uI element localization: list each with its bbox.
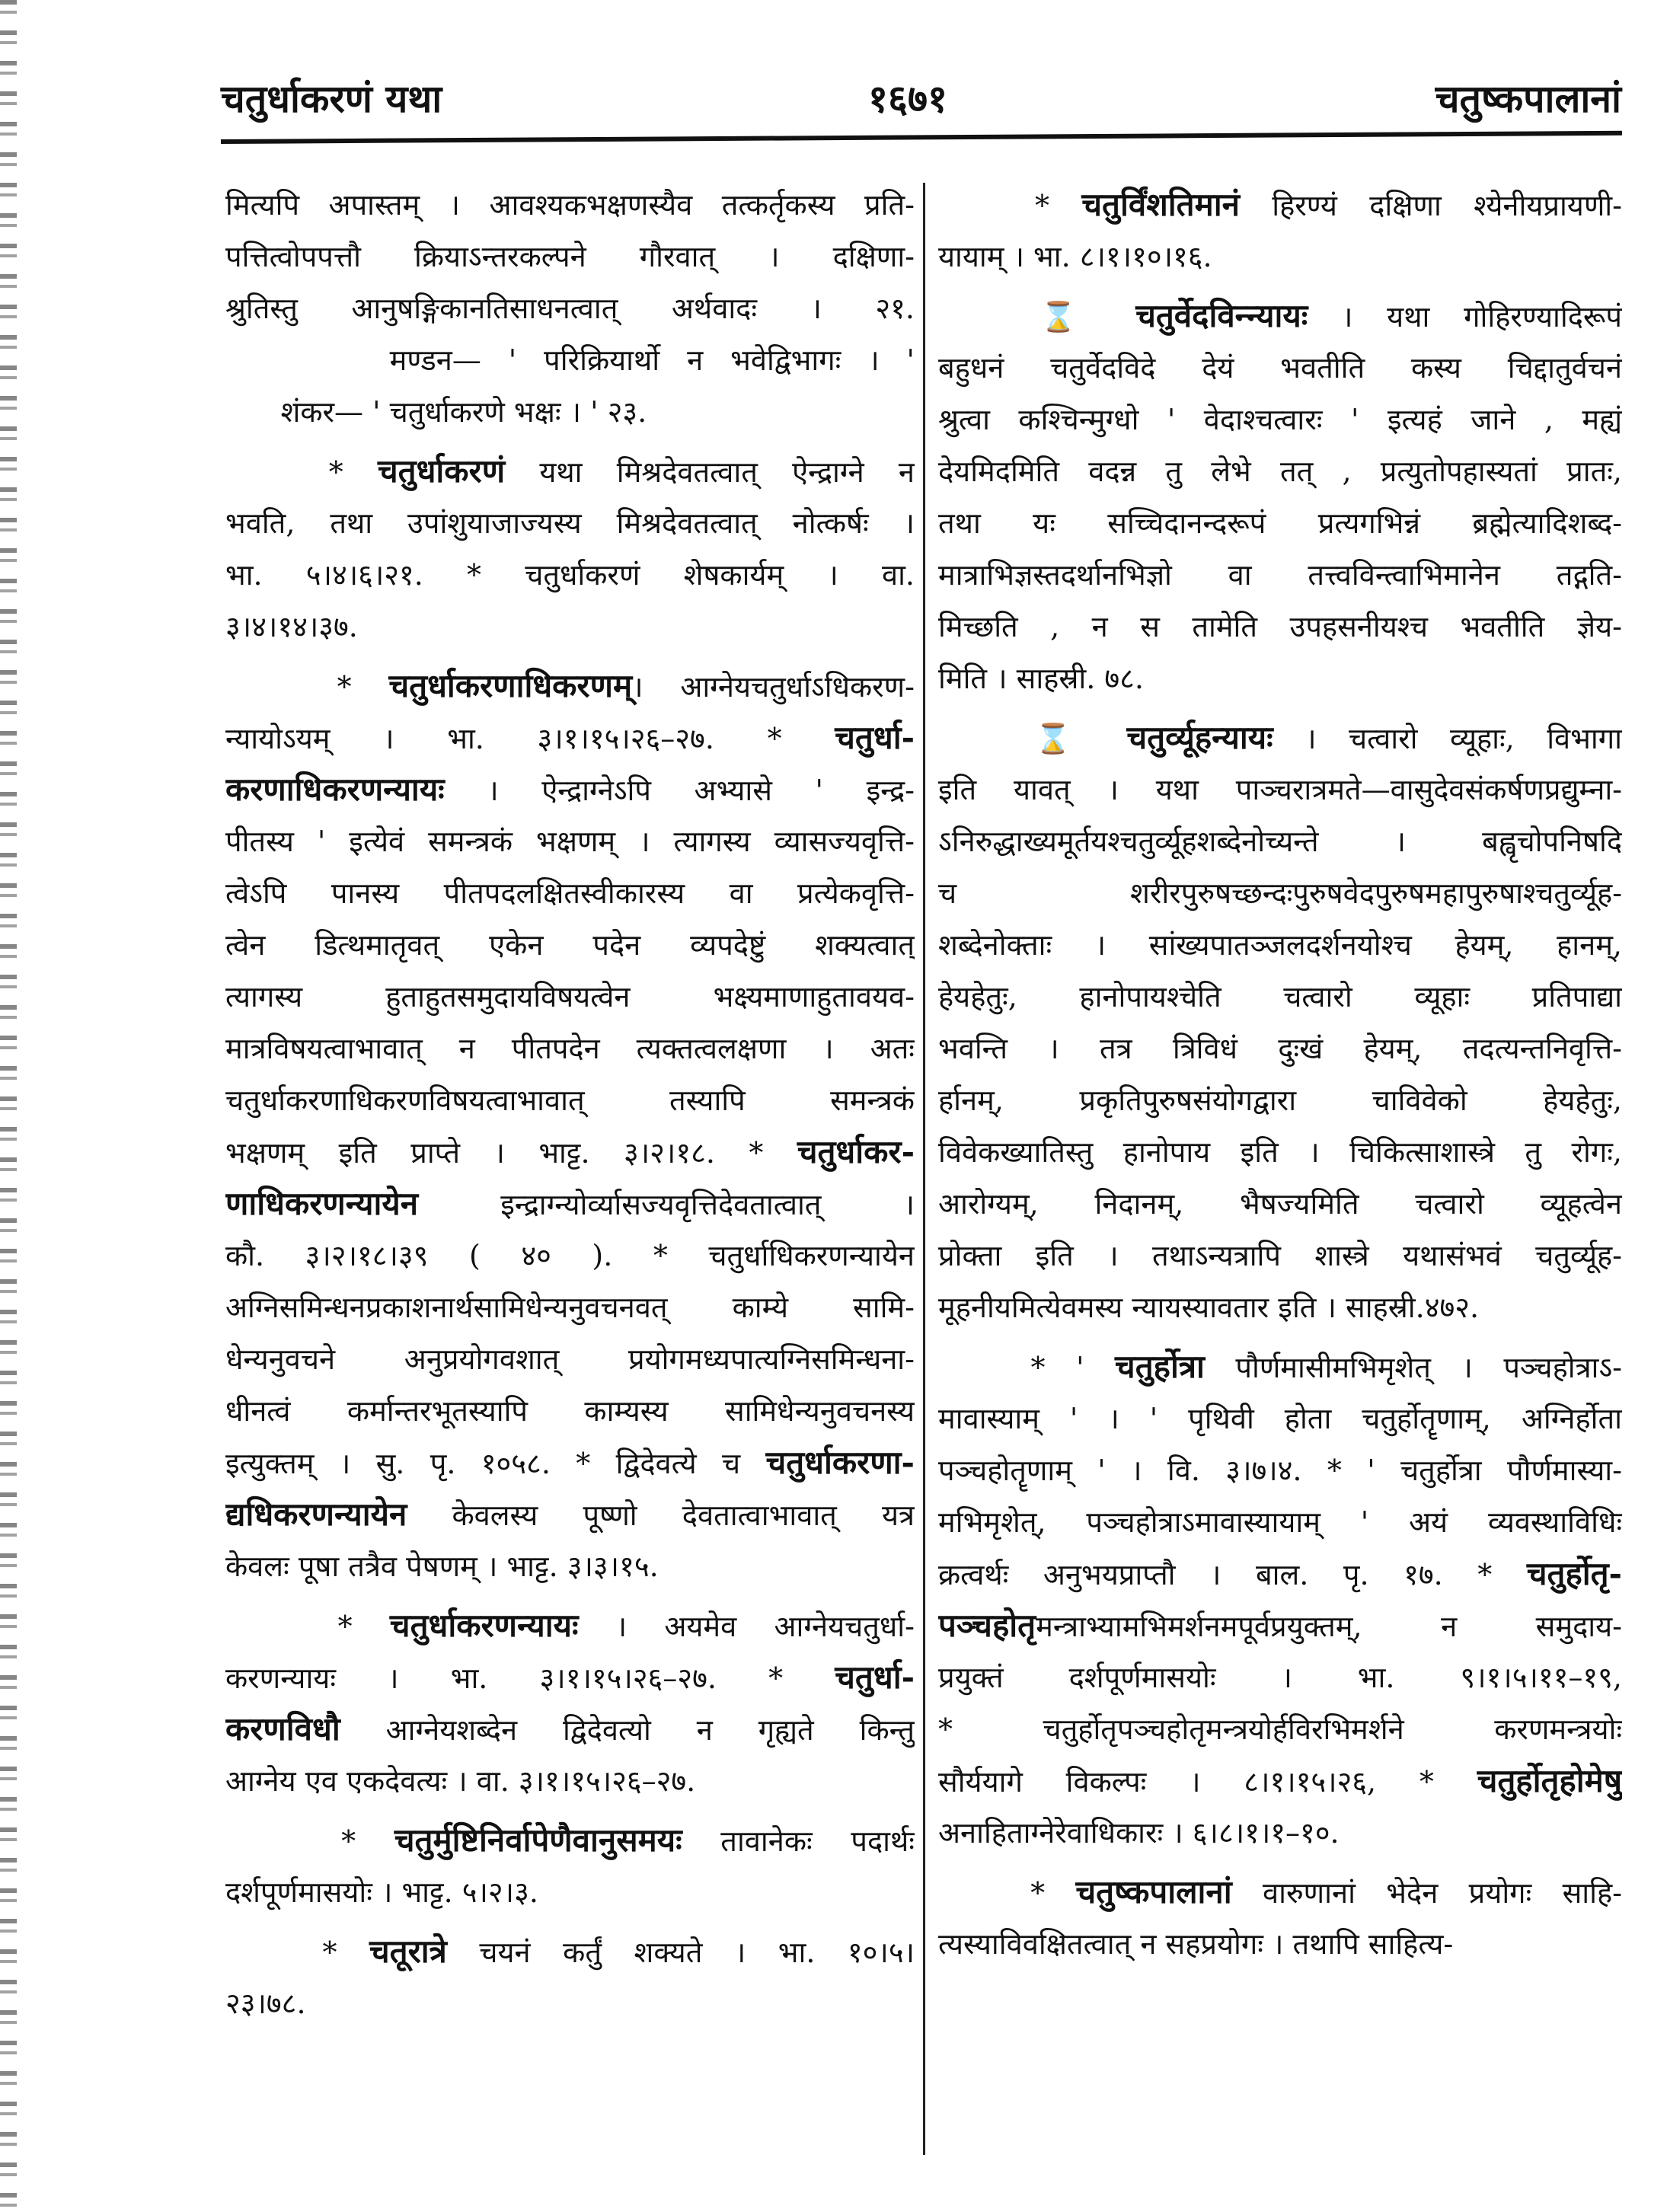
text-segment: । आग्नेयचतुर्धाऽधिकरण- bbox=[632, 670, 915, 704]
text-line bbox=[225, 1282, 915, 1333]
text-segment: मण्डन— ' परिक्रियार्थो न भवेद्विभागः । ' bbox=[225, 343, 915, 377]
text-segment: र्हानम्, प्रकृतिपुरुषसंयोगद्वारा चाविवेको हेयहेतुः, bbox=[938, 1084, 1622, 1117]
headword: चतुर्वेदविन्न्यायः bbox=[1135, 297, 1308, 334]
text-segment: अग्निसमिन्धनप्रकाशनार्थसामिधेन्यनुवचनवत् काम्ये सामि- bbox=[225, 1291, 915, 1324]
text-line bbox=[938, 764, 1622, 816]
text-segment: करणन्यायः । भा. ३।१।१५।२६–२७. * bbox=[225, 1661, 835, 1695]
text-line bbox=[225, 660, 915, 712]
text-line bbox=[225, 1023, 915, 1074]
text-segment: दर्शपूर्णमासयोः । भाट्ट. ५।२।३. bbox=[225, 1875, 538, 1909]
headword: द्यधिकरणन्यायेन bbox=[225, 1495, 407, 1533]
text-line bbox=[938, 1230, 1622, 1282]
text-line bbox=[225, 1074, 915, 1126]
text-segment: आरोग्यम्, निदानम्, भैषज्यमिति चत्वारो व्यूहत्वेन bbox=[938, 1187, 1622, 1221]
text-segment: * ' bbox=[938, 1351, 1116, 1384]
running-head-right: चतुष्कपालानां bbox=[1435, 76, 1621, 121]
text-segment: विवेकख्यातिस्तु हानोपाय इति । चिकित्साशास्त्रे तु रोगः, bbox=[938, 1135, 1622, 1169]
text-line bbox=[225, 1540, 915, 1592]
text-line bbox=[938, 179, 1622, 231]
text-line bbox=[225, 816, 915, 867]
text-line bbox=[938, 1341, 1622, 1393]
text-segment: तथा यः सच्चिदानन्दरूपं प्रत्यगभिन्नं ब्रह्मेत्यादिशब्द- bbox=[938, 506, 1622, 540]
text-line bbox=[938, 1652, 1622, 1703]
text-segment: । ऐन्द्राग्नेऽपि अभ्यासे ' इन्द्र- bbox=[444, 774, 915, 807]
text-segment: हेयहेतुः, हानोपायश्चेति चत्वारो व्यूहाः प्रतिपाद्या bbox=[938, 980, 1622, 1013]
text-segment: सौर्ययागे विकल्पः । ८।१।१५।२६, * bbox=[938, 1765, 1477, 1799]
text-line bbox=[225, 1652, 915, 1703]
text-line bbox=[938, 1178, 1622, 1230]
dictionary-entry bbox=[225, 660, 915, 1592]
dictionary-entry bbox=[225, 1815, 915, 1918]
text-line bbox=[225, 1977, 915, 2029]
text-segment: * bbox=[225, 455, 378, 489]
text-line bbox=[225, 1926, 915, 1977]
text-line bbox=[225, 919, 915, 971]
text-line bbox=[225, 601, 915, 653]
text-segment: पौर्णमासीमभिमृशेत् । पञ्चहोत्राऽ- bbox=[1204, 1351, 1622, 1384]
headword: चतूरात्रे bbox=[369, 1933, 447, 1970]
text-segment: * bbox=[938, 1876, 1076, 1910]
text-segment: ⌛ bbox=[938, 300, 1136, 334]
text-line bbox=[225, 179, 915, 231]
text-segment: * bbox=[225, 1936, 370, 1969]
text-line bbox=[225, 334, 915, 386]
headword: चतुर्होतृहोमेषु bbox=[1477, 1762, 1622, 1799]
text-segment: बहुधनं चतुर्वेदविदे देयं भवतीति कस्य चिद्दातुर्वचनं bbox=[938, 351, 1622, 385]
text-segment: * bbox=[225, 1824, 394, 1858]
text-line bbox=[938, 1496, 1622, 1548]
text-segment: धेन्यनुवचने अनुप्रयोगवशात् प्रयोगमध्यपात्यग्निसमिन्धना- bbox=[225, 1342, 915, 1376]
text-segment: मात्रविषयत्वाभावात् न पीतपदेन त्यक्तत्वलक्षणा । अतः bbox=[225, 1032, 915, 1065]
headword: चतुर्धा- bbox=[835, 1658, 915, 1696]
text-segment: इति यावत् । यथा पाञ्चरात्रमते—वासुदेवसंकर्षणप्रद्युम्ना- bbox=[938, 773, 1622, 806]
text-line bbox=[938, 816, 1622, 867]
text-segment: * bbox=[225, 1610, 390, 1643]
text-line bbox=[938, 653, 1622, 704]
text-segment: च शरीरपुरुषच्छन्दःपुरुषवेदपुरुषमहापुरुषाश्चतुर्व्यूह- bbox=[938, 876, 1622, 910]
left-column bbox=[225, 171, 915, 2029]
text-segment: आग्नेय एव एकदेवत्यः । वा. ३।१।१५।२६–२७. bbox=[225, 1764, 696, 1798]
dictionary-entry bbox=[225, 1600, 915, 1807]
text-segment: शब्देनोक्ताः । सांख्यपातञ्जलदर्शनयोश्च हेयम्, हानम्, bbox=[938, 928, 1622, 962]
text-segment: चयनं कर्तुं शक्यते । भा. १०।५। bbox=[446, 1936, 915, 1969]
text-line bbox=[938, 919, 1622, 971]
text-segment: देयमिदमिति वदन्न तु लेभे तत् , प्रत्युतोपहास्यतां प्रातः, bbox=[938, 455, 1622, 488]
text-line bbox=[225, 712, 915, 764]
text-line bbox=[938, 445, 1622, 497]
page-number: १६७१ bbox=[868, 76, 947, 121]
text-line bbox=[938, 1444, 1622, 1496]
text-line bbox=[938, 1548, 1622, 1600]
text-line bbox=[938, 1074, 1622, 1126]
text-line bbox=[225, 1866, 915, 1918]
text-segment: । चत्वारो व्यूहाः, विभागा bbox=[1273, 722, 1622, 755]
headword: चतुर्मुष्टिनिर्वापेणैवानुसमयः bbox=[394, 1821, 682, 1859]
text-segment: मित्यपि अपास्तम् । आवश्यकभक्षणस्यैव तत्कर्तृकस्य प्रति- bbox=[225, 188, 915, 222]
text-line bbox=[225, 1126, 915, 1178]
text-line bbox=[225, 1489, 915, 1540]
headword: चतुर्धाकरणन्यायः bbox=[389, 1607, 579, 1644]
headword: णाधिकरणन्यायेन bbox=[225, 1185, 419, 1222]
text-segment: श्रुत्वा कश्चिन्मुग्धो ' वेदाश्चत्वारः ' इत्यहं जाने , मह्यं bbox=[938, 403, 1622, 436]
headword: पञ्चहोतृ bbox=[938, 1607, 1036, 1644]
text-segment: शंकर— ' चतुर्धाकरणे भक्षः । ' २३. bbox=[225, 395, 647, 429]
text-segment: मिच्छति , न स तामेति उपहसनीयश्च भवतीति ज्ञेय- bbox=[938, 610, 1622, 643]
text-segment: त्यागस्य हुताहुतसमुदायविषयत्वेन भक्ष्यमाणाहुतावयव- bbox=[225, 980, 915, 1013]
dictionary-entry bbox=[938, 712, 1622, 1333]
text-line bbox=[225, 445, 915, 497]
text-segment: ⌛ bbox=[938, 722, 1127, 755]
headword: चतुर्होतृ- bbox=[1526, 1555, 1622, 1592]
headword: चतुर्व्यूहन्यायः bbox=[1126, 719, 1273, 756]
text-segment: धीनत्वं कर्मान्तरभूतस्यापि काम्यस्य सामिधेन्यनुवचनस्य bbox=[225, 1394, 915, 1428]
text-line bbox=[938, 712, 1622, 764]
text-line bbox=[938, 1703, 1622, 1755]
text-segment: मात्राभिज्ञस्तदर्थानभिज्ञो वा तत्त्वविन्त्वाभिमानेन तद्गति- bbox=[938, 558, 1622, 592]
dictionary-entry bbox=[225, 1926, 915, 2029]
text-segment: आग्नेयशब्देन द्विदेवत्यो न गृह्यते किन्तु bbox=[340, 1713, 915, 1747]
text-line bbox=[938, 497, 1622, 549]
text-line bbox=[938, 394, 1622, 445]
text-line bbox=[225, 764, 915, 816]
text-segment: मावास्याम् ' । ' पृथिवी होता चतुर्होतॄणाम्, अग्निर्होता bbox=[938, 1402, 1622, 1435]
text-line bbox=[225, 1385, 915, 1437]
text-segment: त्यस्याविवक्षितत्वात् न सहप्रयोगः । तथापि साहित्य- bbox=[938, 1927, 1454, 1961]
text-line bbox=[225, 1815, 915, 1866]
text-line bbox=[938, 1282, 1622, 1333]
text-segment: पीतस्य ' इत्येवं समन्त्रकं भक्षणम् । त्यागस्य व्यासज्यवृत्ति- bbox=[225, 825, 915, 858]
headword: चतुर्धाकरणा- bbox=[765, 1444, 915, 1481]
headword: चतुर्धा- bbox=[835, 719, 915, 756]
text-segment: त्वेन डित्थमातृवत् एकेन पदेन व्यपदेष्टुं शक्यत्वात् bbox=[225, 928, 915, 962]
text-line bbox=[225, 1437, 915, 1489]
text-line bbox=[938, 601, 1622, 653]
text-segment: भक्षणम् इति प्राप्ते । भाट्ट. ३।२।१८. * bbox=[225, 1136, 797, 1170]
text-line bbox=[225, 549, 915, 601]
text-line bbox=[225, 386, 915, 438]
text-segment: * चतुर्होतृपञ्चहोतृमन्त्रयोर्हविरभिमर्शने करणमन्त्रयोः bbox=[938, 1712, 1622, 1746]
text-segment: श्रुतिस्तु आनुषङ्गिकानतिसाधनत्वात् अर्थवादः । २१. bbox=[225, 292, 915, 325]
header-rule bbox=[221, 131, 1622, 144]
text-line bbox=[225, 1703, 915, 1755]
text-segment: यायाम् । भा. ८।१।१०।१६. bbox=[938, 240, 1212, 273]
text-segment: क्रत्वर्थः अनुभयप्राप्तौ । बाल. पृ. १७. * bbox=[938, 1558, 1527, 1591]
text-line bbox=[938, 1918, 1622, 1970]
text-segment: प्रोक्ता इति । तथाऽन्यत्रापि शास्त्रे यथासंभवं चतुर्व्यूह- bbox=[938, 1239, 1622, 1272]
text-segment: कौ. ३।२।१८।३९ ( ४० ). * चतुर्धाधिकरणन्यायेन bbox=[225, 1239, 915, 1272]
text-segment: भवति, तथा उपांशुयाजाज्यस्य मिश्रदेवतत्वात् नोत्कर्षः । bbox=[225, 506, 915, 540]
text-segment: हिरण्यं दक्षिणा श्येनीयप्रायणी- bbox=[1239, 189, 1622, 222]
column-divider bbox=[923, 183, 925, 2155]
text-segment: अनाहिताग्नेरेवाधिकारः । ६।८।१।१–१०. bbox=[938, 1816, 1340, 1850]
text-line bbox=[938, 1600, 1622, 1652]
text-segment: पञ्चहोतॄणाम् ' । वि. ३।७।४. * ' चतुर्होत्रा पौर्णमास्या- bbox=[938, 1454, 1622, 1487]
scan-edge-artifact bbox=[0, 0, 17, 2212]
text-segment: * bbox=[225, 670, 389, 704]
text-segment: । अयमेव आग्नेयचतुर्धा- bbox=[578, 1610, 915, 1643]
headword: चतुर्धाकरणं bbox=[377, 452, 506, 490]
headword: चतुर्धाकर- bbox=[797, 1133, 915, 1170]
text-line bbox=[225, 971, 915, 1023]
text-segment: वारुणानां भेदेन प्रयोगः साहि- bbox=[1231, 1876, 1622, 1910]
text-line bbox=[938, 549, 1622, 601]
text-line bbox=[938, 231, 1622, 282]
text-line bbox=[938, 1393, 1622, 1444]
text-line bbox=[938, 867, 1622, 919]
text-segment: पत्तित्वोपपत्तौ क्रियाऽन्तरकल्पने गौरवात् । दक्षिणा- bbox=[225, 240, 915, 273]
text-segment: यथा मिश्रदेवतत्वात् ऐन्द्राग्ने न bbox=[505, 455, 915, 489]
text-segment: केवलः पूषा तत्रैव पेषणम् । भाट्ट. ३।३।१५. bbox=[225, 1550, 659, 1583]
text-segment: त्वेऽपि पानस्य पीतपदलक्षितस्वीकारस्य वा प्रत्येकवृत्ति- bbox=[225, 876, 915, 910]
text-line bbox=[938, 1866, 1622, 1918]
text-line bbox=[225, 231, 915, 282]
text-segment: । यथा गोहिरण्यादिरूपं bbox=[1308, 300, 1622, 334]
headword: चतुर्धाकरणाधिकरणम् bbox=[388, 667, 633, 704]
text-line bbox=[938, 1807, 1622, 1859]
text-line bbox=[225, 1230, 915, 1282]
text-segment: * bbox=[938, 189, 1082, 222]
headword: चतुर्विंशतिमानं bbox=[1081, 186, 1240, 223]
text-line bbox=[938, 1126, 1622, 1178]
text-segment: चतुर्धाकरणाधिकरणविषयत्वाभावात् तस्यापि समन्त्रकं bbox=[225, 1084, 915, 1117]
text-line bbox=[225, 497, 915, 549]
text-line bbox=[225, 1178, 915, 1230]
headword: चतुष्कपालानां bbox=[1075, 1873, 1232, 1910]
headword: करणविधौ bbox=[225, 1710, 340, 1748]
text-line bbox=[225, 1333, 915, 1385]
text-segment: इत्युक्तम् । सु. पृ. १०५८. * द्विदेवत्ये च bbox=[225, 1447, 766, 1480]
headword: चतुर्होत्रा bbox=[1115, 1348, 1205, 1385]
text-segment: मन्त्राभ्यामभिमर्शनमपूर्वप्रयुक्तम्, न समुदाय- bbox=[1036, 1610, 1622, 1643]
text-segment: तावानेकः पदार्थः bbox=[682, 1824, 915, 1858]
dictionary-entry bbox=[938, 1866, 1622, 1970]
text-segment: मूहनीयमित्येवमस्य न्यायस्यावतार इति । साहस्री.४७२. bbox=[938, 1291, 1480, 1324]
dictionary-entry bbox=[938, 1341, 1622, 1859]
text-line bbox=[938, 290, 1622, 342]
text-line bbox=[938, 1755, 1622, 1807]
text-segment: मिति । साहस्री. ७८. bbox=[938, 662, 1145, 695]
text-segment: न्यायोऽयम् । भा. ३।१।१५।२६–२७. * bbox=[225, 722, 835, 755]
text-segment: केवलस्य पूष्णो देवतात्वाभावात् यत्र bbox=[407, 1499, 915, 1532]
text-segment: इन्द्राग्न्योर्व्यासज्यवृत्तिदेवतात्वात् । bbox=[418, 1188, 915, 1221]
dictionary-entry bbox=[938, 290, 1622, 704]
right-column bbox=[938, 171, 1622, 1970]
text-line bbox=[938, 1023, 1622, 1074]
dictionary-entry bbox=[225, 445, 915, 653]
text-line bbox=[938, 971, 1622, 1023]
text-line bbox=[938, 342, 1622, 394]
text-segment: २३।७८. bbox=[225, 1987, 306, 2020]
running-head-left: चतुर्धाकरणं यथा bbox=[221, 76, 442, 121]
text-segment: ऽनिरुद्धाख्यमूर्तयश्चतुर्व्यूहशब्देनोच्यन्ते । बह्वृचोपनिषदि bbox=[938, 825, 1622, 858]
text-segment: भा. ५।४।६।२१. * चतुर्धाकरणं शेषकार्यम् । वा. bbox=[225, 558, 915, 592]
text-segment: मभिमृशेत्, पञ्चहोत्राऽमावास्यायाम् ' अयं व्यवस्थाविधिः bbox=[938, 1505, 1622, 1539]
text-line bbox=[225, 867, 915, 919]
text-line bbox=[225, 1755, 915, 1807]
text-segment: भवन्ति । तत्र त्रिविधं दुःखं हेयम्, तदत्यन्तनिवृत्ति- bbox=[938, 1032, 1622, 1065]
text-line bbox=[225, 1600, 915, 1652]
text-segment: ३।४।१४।३७. bbox=[225, 610, 358, 643]
headword: करणाधिकरणन्यायः bbox=[225, 771, 445, 808]
text-segment: प्रयुक्तं दर्शपूर्णमासयोः । भा. ९।१।५।११–१९, bbox=[938, 1661, 1622, 1694]
dictionary-entry bbox=[225, 179, 915, 438]
dictionary-entry bbox=[938, 179, 1622, 282]
text-line bbox=[225, 282, 915, 334]
